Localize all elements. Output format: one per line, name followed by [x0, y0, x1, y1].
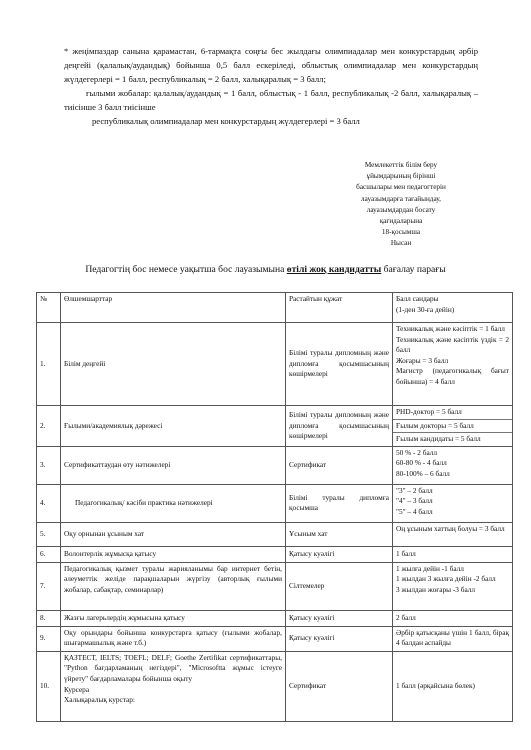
table-row: [37, 446, 513, 484]
score-line: 80-100% – 6 балл: [396, 468, 450, 478]
row-document: Ұсыным хат: [286, 522, 393, 546]
score-line: 1 жылдан 3 жылға дейін -2 балл: [396, 574, 496, 584]
row-score: Әрбір қатысқаны үшін 1 балл, бірақ 4 балдан аспайды: [393, 626, 513, 651]
score-line: Жоғары = 3 балл: [396, 355, 449, 365]
header-number: №: [37, 293, 61, 323]
row-number: 10.: [37, 651, 61, 721]
row-number: 5.: [37, 522, 61, 546]
score-line: PHD-доктор = 5 балл: [396, 407, 462, 416]
row-criteria: Білім деңгейі: [61, 323, 286, 406]
intro-paragraph-2: ғылыми жобалар: қалалық/аудандық = 1 балл, облыстық - 1 балл, республикалық -2 балл, халықаралық – тиісінше 3 балл тиісінше: [64, 88, 478, 112]
row-criteria: Оқу орнынан ұсыным хат: [61, 522, 286, 546]
score-line: 1 жылға дейін -1 балл: [396, 563, 464, 573]
row-criteria: Педагогикалық/ кәсіби практика нәтижелері: [61, 484, 286, 522]
header-score-line: Балл сандары: [396, 294, 439, 303]
header-score: [393, 293, 513, 323]
row-criteria: Педагогикалық қызмет туралы жарияланымы бар интернет бетін, әлеуметтік желіде парақшаларын жүргізу (авторлық ғылыми жобалар, сабақтар, семинарлар): [61, 562, 286, 610]
appendix-line: 18-қосымша: [381, 228, 421, 237]
row-score: [393, 323, 513, 406]
score-line: Техникалық және кәсіптік = 1 балл: [396, 324, 505, 333]
row-criteria: Оқу орындары бойынша конкурстарға қатысу (ғылыми жобалар, шығармашылық және т.б.): [61, 626, 286, 651]
row-number: 4.: [37, 484, 61, 522]
row-number: 6.: [37, 546, 61, 562]
row-number: 1.: [37, 323, 61, 406]
row-document: Білімі туралы дипломға қосымша: [286, 484, 393, 522]
table-row: [37, 610, 513, 626]
criteria-line: ҚАЗТЕСТ, IELTS; TOEFL; DELF; Goethe Zertifikat сертификаттары, "Python бағдарламаның негіздері", "Microsoftta жұмыс істеуге үйрету" бағдарламалары бойынша оқыту: [64, 652, 282, 683]
criteria-line: Халықаралық курстар:: [64, 695, 135, 705]
row-number: 7.: [37, 562, 61, 610]
score-line: 3 жылдан жоғары -3 балл: [396, 584, 476, 594]
row-document: Білімі туралы дипломның және дипломға қосымшасының көшірмелері: [286, 406, 393, 447]
row-criteria: Волонтерлік жұмысқа қатысу: [61, 546, 286, 562]
intro-paragraph-1: * жеңімпаздар санына қарамастан, 6-тармақта соңғы бес жылдағы олимпиадалар мен конкурстардың әрбір деңгейі (қалалық/аудандық) бойынша 0,5 балл ескеріледі, облыстық олимпиадалар мен конкурстардың жүлдегерлері = 1 балл, республикалық = 2 балл, халықаралық = 3 балл;: [64, 46, 478, 84]
appendix-note: [346, 160, 456, 250]
table-row: [37, 323, 513, 406]
header-criteria: Өлшемшарттар: [61, 293, 286, 323]
cell-divider: [393, 432, 512, 433]
criteria-line: Курсера: [64, 684, 90, 694]
appendix-line: Мемлекеттік білім беру: [364, 161, 438, 169]
score-line: "5" – 4 балл: [396, 506, 433, 516]
row-score: [393, 562, 513, 610]
evaluation-table: [36, 292, 513, 722]
score-line: 50 % - 2 балл: [396, 447, 438, 457]
score-line: Техникалық және кәсіптік үздік = 2 балл: [396, 334, 509, 355]
row-criteria: Ғылыми/академиялық дәрежесі: [61, 406, 286, 447]
appendix-line: Нысан: [390, 239, 412, 248]
row-score: [393, 484, 513, 522]
score-line: Ғылым кандидаты = 5 балл: [396, 434, 481, 444]
row-number: 8.: [37, 610, 61, 626]
appendix-line: ұйымдарының бірінші: [366, 172, 436, 181]
intro-notes: [64, 44, 478, 128]
score-line: Магистр (педагогикалық бағыт бойынша) = 4 балл: [396, 366, 509, 386]
score-line: Ғылым докторы = 5 балл: [396, 420, 474, 430]
table-row: [37, 484, 513, 522]
table-row: [37, 522, 513, 546]
row-number: 9.: [37, 626, 61, 651]
row-number: 2.: [37, 406, 61, 447]
row-number: 3.: [37, 446, 61, 484]
title-suffix: бағалау парағы: [381, 264, 446, 275]
row-score: Оң ұсыным хаттың болуы = 3 балл: [393, 522, 513, 546]
row-document: Сертификат: [286, 446, 393, 484]
score-line: "4" – 3 балл: [396, 496, 433, 506]
row-document: Білімі туралы дипломның және дипломға қосымшасының көшірмелері: [286, 323, 393, 406]
appendix-line: басшылары мен педагогтерін: [356, 183, 446, 192]
score-line: 60-80 % - 4 балл: [396, 458, 447, 468]
header-score-line: (1-ден 30-ға дейін): [396, 304, 455, 314]
table-row: [37, 406, 513, 447]
table-row: [37, 546, 513, 562]
cell-divider: [393, 419, 512, 420]
page-title: [0, 264, 531, 275]
row-score: 2 балл: [393, 610, 513, 626]
title-prefix: Педагогтің бос немесе уақытша бос лауазымына: [85, 264, 287, 275]
table-row: [37, 626, 513, 651]
table-row: [37, 651, 513, 721]
row-criteria: Жазғы лагерьлердің жұмысына қатысу: [61, 610, 286, 626]
row-score: [393, 446, 513, 484]
row-score: 1 балл: [393, 546, 513, 562]
appendix-line: қағидаларына: [379, 217, 423, 226]
row-criteria: Сертификаттаудан өту нәтижелері: [61, 446, 286, 484]
appendix-line: лауазымдардан босату: [366, 205, 436, 214]
row-document: Сертификат: [286, 651, 393, 721]
row-document: Сілтемелер: [286, 562, 393, 610]
title-emphasis: өтілі жоқ кандидатты: [286, 264, 382, 275]
row-document: Қатысу куәлігі: [286, 626, 393, 651]
table-header-row: [37, 293, 513, 323]
row-document: Қатысу куәлігі: [286, 610, 393, 626]
appendix-line: лауазымдарға тағайындау,: [361, 194, 441, 203]
row-criteria: [61, 651, 286, 721]
intro-paragraph-3: республикалық олимпиадалар мен конкурстардың жүлдегерлері = 3 балл: [92, 116, 360, 126]
table-row: [37, 562, 513, 610]
row-score: 1 балл (әрқайсына бөлек): [393, 651, 513, 721]
row-document: Қатысу куәлігі: [286, 546, 393, 562]
score-line: "3" – 2 балл: [396, 485, 433, 495]
row-score: [393, 406, 513, 447]
header-document: Растайтын құжат: [286, 293, 393, 323]
